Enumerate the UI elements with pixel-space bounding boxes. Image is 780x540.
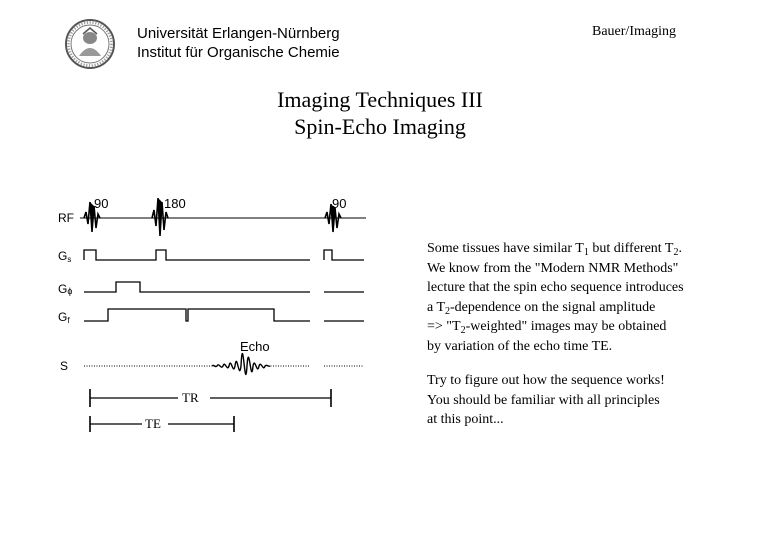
text-line: Try to figure out how the sequence works! xyxy=(427,373,665,388)
text-line: We know from the "Modern NMR Methods" xyxy=(427,260,679,276)
slide-title xyxy=(0,86,760,140)
text-fragment: -weighted" images may be obtained xyxy=(465,319,667,334)
tr-label: TR xyxy=(182,390,199,405)
gs-label: Gs xyxy=(58,249,72,264)
subscript: 2 xyxy=(673,247,679,258)
paragraph-exercise xyxy=(427,371,757,430)
echo-label: Echo xyxy=(240,339,270,354)
title-line-2: Spin-Echo Imaging xyxy=(294,114,466,139)
gf-label: Gf xyxy=(58,310,70,325)
subscript: 2 xyxy=(445,305,451,317)
pulse-label-90-first: 90 xyxy=(94,196,109,211)
te-label: TE xyxy=(145,416,161,431)
text-fragment: but different T xyxy=(588,241,674,256)
pulse-label-90-second: 90 xyxy=(332,196,347,211)
text-line: lecture that the spin echo sequence introduces xyxy=(427,280,684,295)
subscript: 2 xyxy=(460,325,466,336)
title-line-1: Imaging Techniques III xyxy=(277,87,483,112)
echo-signal xyxy=(212,354,270,375)
university-name: Universität Erlangen-Nürnberg xyxy=(137,25,340,42)
text-fragment: . xyxy=(678,241,682,256)
text-fragment: => "T xyxy=(427,319,461,334)
institution-header xyxy=(137,24,340,62)
pulse-label-180: 180 xyxy=(164,196,186,211)
rf-label: RF xyxy=(58,211,74,225)
gphi-label: Gϕ xyxy=(58,282,73,296)
university-seal-logo xyxy=(64,18,116,70)
subscript: 1 xyxy=(583,247,589,258)
text-fragment: Some tissues have similar T xyxy=(427,241,584,256)
text-fragment: a T xyxy=(427,299,446,315)
gf-waveform xyxy=(84,309,364,321)
text-fragment: -dependence on the signal amplitude xyxy=(450,299,656,315)
paragraph-t2-weighting xyxy=(427,239,757,356)
s-label: S xyxy=(60,359,69,373)
author-label: Bauer/Imaging xyxy=(592,24,676,39)
text-line: You should be familiar with all principles xyxy=(427,392,660,408)
description-text xyxy=(427,239,757,430)
gphi-waveform xyxy=(84,282,364,292)
spin-echo-pulse-sequence-diagram xyxy=(48,188,388,438)
institute-name: Institut für Organische Chemie xyxy=(137,44,340,61)
text-line: by variation of the echo time TE. xyxy=(427,338,613,354)
gs-waveform xyxy=(84,250,364,260)
text-line: at this point... xyxy=(427,412,504,427)
